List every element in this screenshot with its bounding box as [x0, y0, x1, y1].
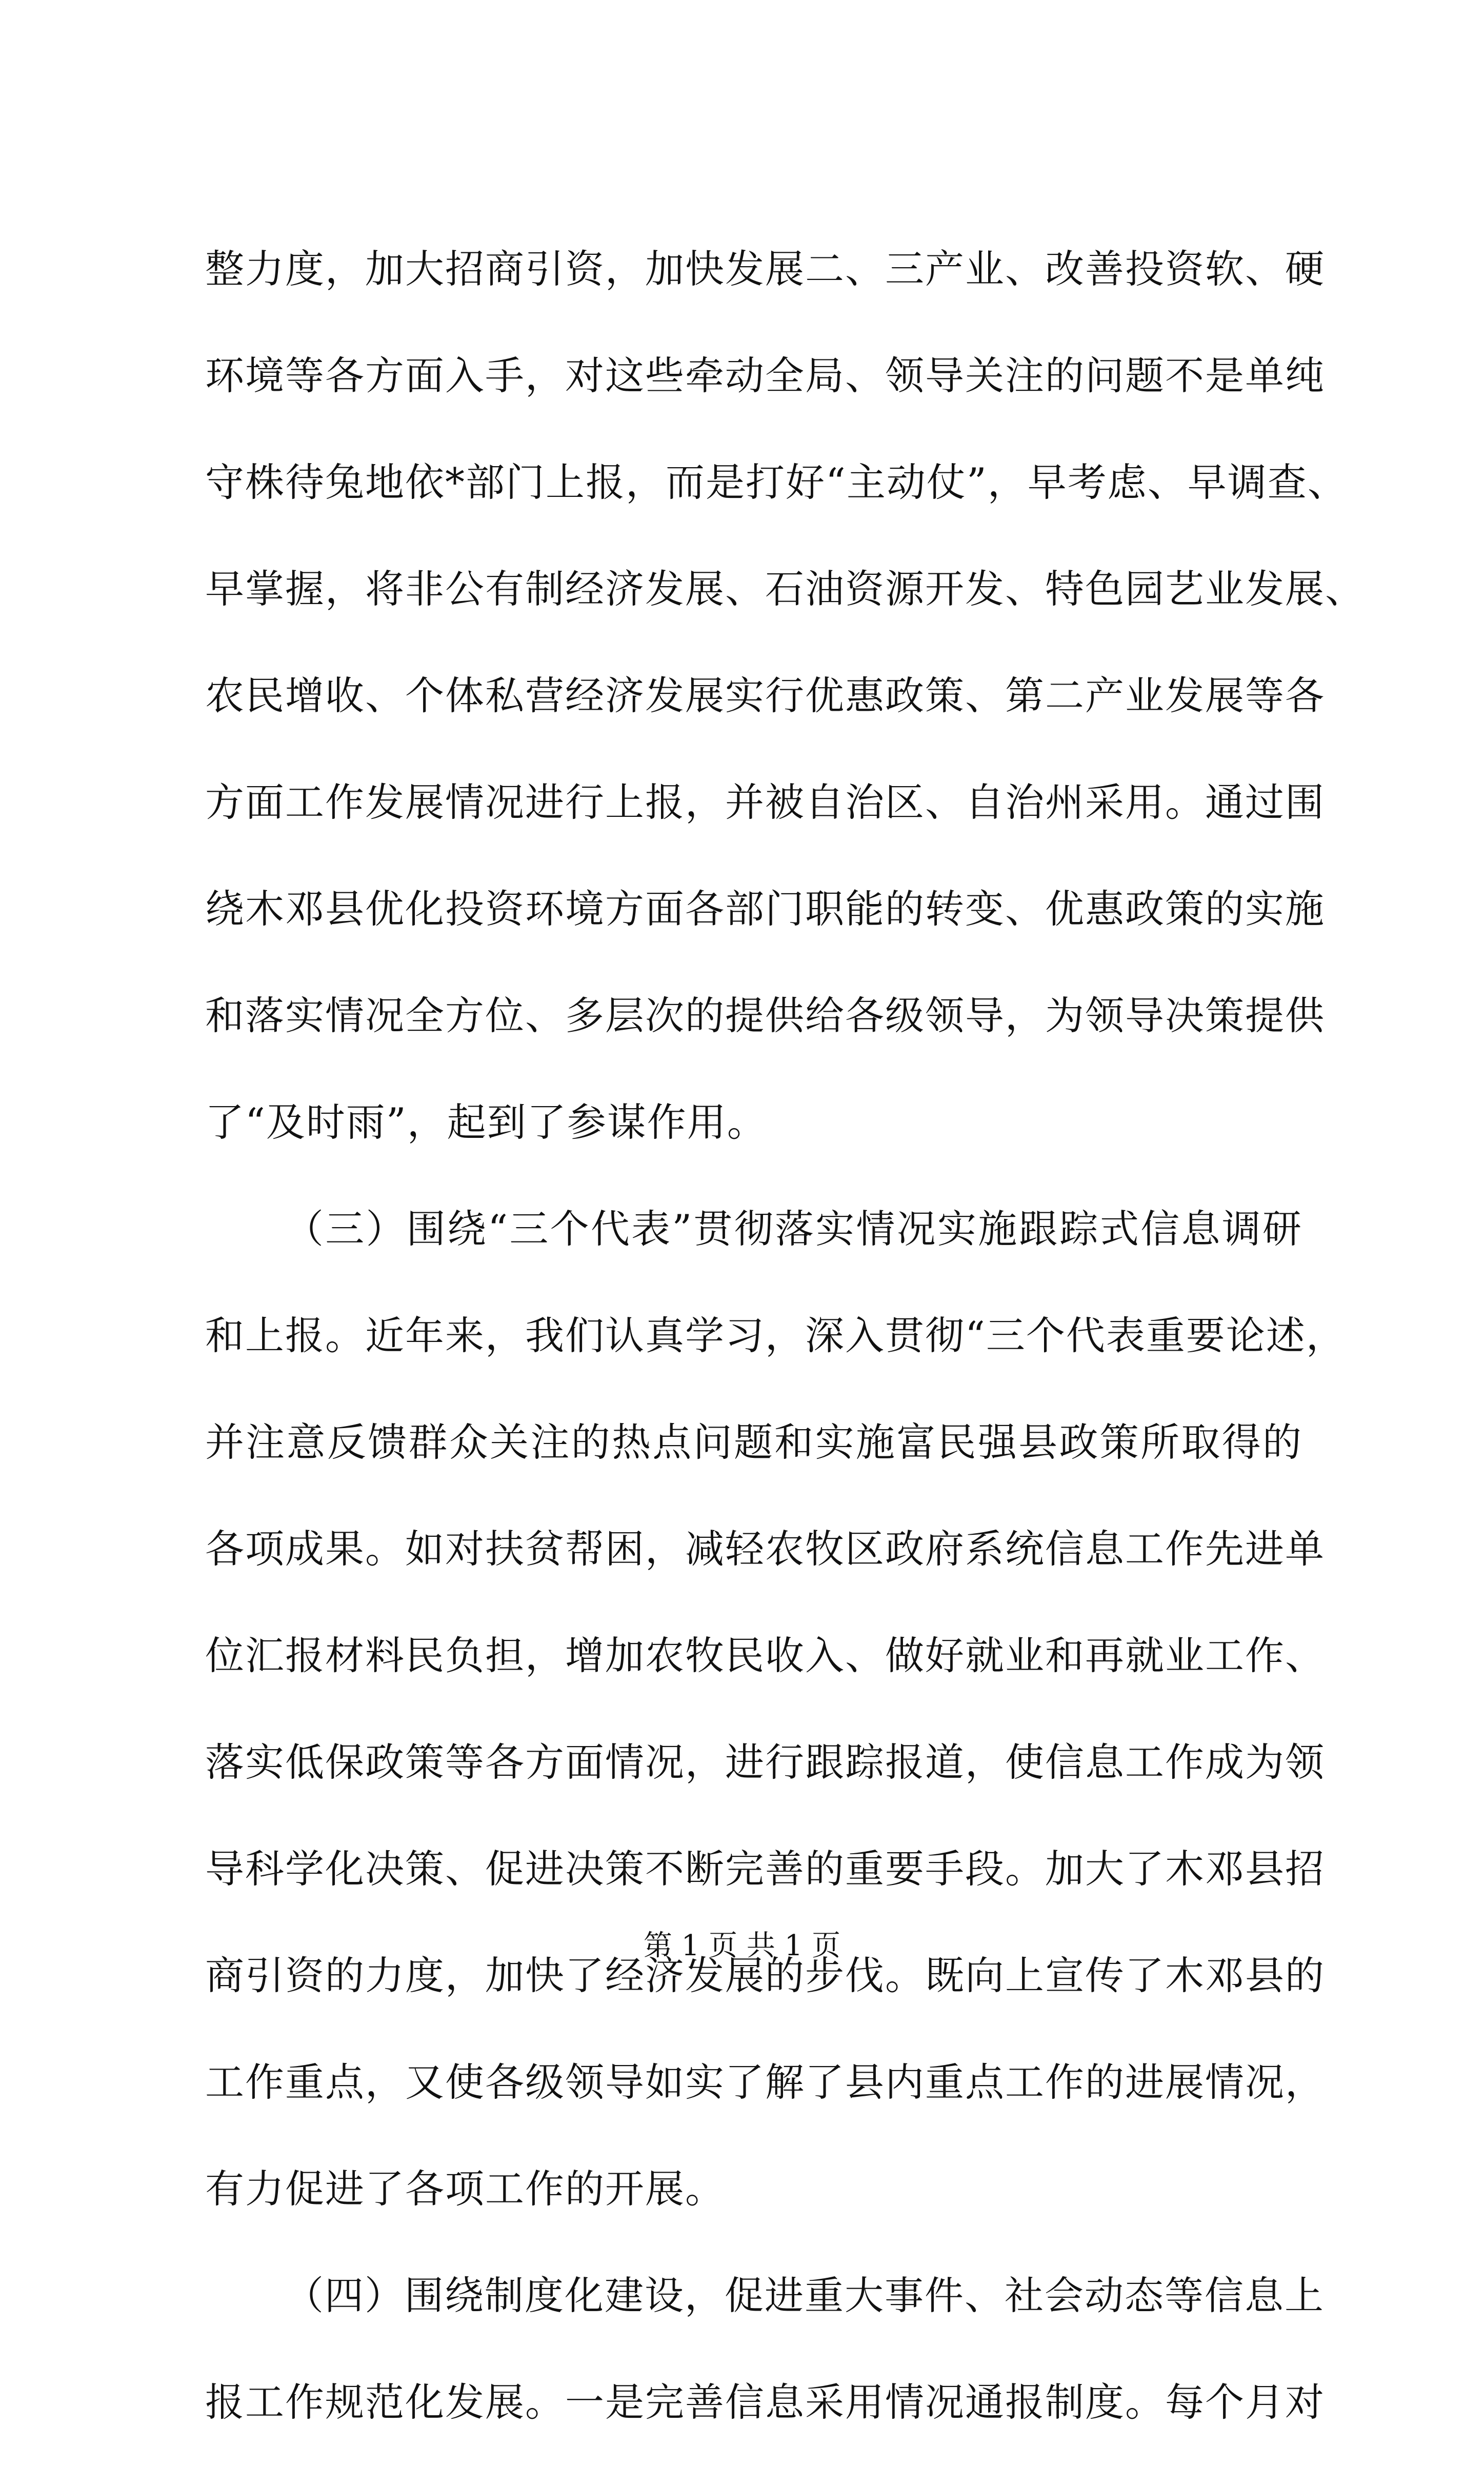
text-line: 了“及时雨”，起到了参谋作用。	[205, 1099, 767, 1145]
paragraph-heading-3: （三）围绕“三个代表”贯彻落实情况实施跟踪式信息调研	[285, 1206, 1302, 1252]
text-line: 早掌握，将非公有制经济发展、石油资源开发、特色园艺业发展、	[205, 566, 1365, 612]
text-line: 守株待兔地依*部门上报，而是打好“主动仗”，早考虑、早调查、	[205, 459, 1348, 505]
page-number-footer: 第 1 页 共 1 页	[643, 1929, 841, 1962]
text-line: 和落实情况全方位、多层次的提供给各级领导，为领导决策提供	[205, 993, 1325, 1038]
text-line: 农民增收、个体私营经济发展实行优惠政策、第二产业发展等各	[205, 673, 1325, 718]
text-line: 商引资的力度，加快了经济发展的步伐。既向上宣传了木邓县的	[205, 1953, 1325, 1998]
text-line: 报工作规范化发展。一是完善信息采用情况通报制度。每个月对	[205, 2379, 1325, 2425]
text-line: 并注意反馈群众关注的热点问题和实施富民强县政策所取得的	[205, 1419, 1302, 1465]
text-line: 各项成果。如对扶贫帮困，减轻农牧区政府系统信息工作先进单	[205, 1526, 1325, 1572]
text-line: 落实低保政策等各方面情况，进行跟踪报道，使信息工作成为领	[205, 1739, 1325, 1785]
text-line: 方面工作发展情况进行上报，并被自治区、自治州采用。通过围	[205, 779, 1325, 825]
text-line: 导科学化决策、促进决策不断完善的重要手段。加大了木邓县招	[205, 1846, 1325, 1892]
text-line: 位汇报材料民负担，增加农牧民收入、做好就业和再就业工作、	[205, 1633, 1325, 1678]
text-line: 绕木邓县优化投资环境方面各部门职能的转变、优惠政策的实施	[205, 886, 1325, 932]
text-line: 环境等各方面入手，对这些牵动全局、领导关注的问题不是单纯	[205, 353, 1325, 398]
document-body	[205, 246, 1365, 2486]
text-line: 整力度，加大招商引资，加快发展二、三产业、改善投资软、硬	[205, 246, 1325, 292]
text-line: 有力促进了各项工作的开展。	[205, 2166, 725, 2212]
text-line: 和上报。近年来，我们认真学习，深入贯彻“三个代表重要论述，	[205, 1313, 1346, 1358]
paragraph-heading-4: （四）围绕制度化建设，促进重大事件、社会动态等信息上	[285, 2273, 1325, 2318]
text-line: 工作重点，又使各级领导如实了解了县内重点工作的进展情况，	[205, 2059, 1325, 2105]
